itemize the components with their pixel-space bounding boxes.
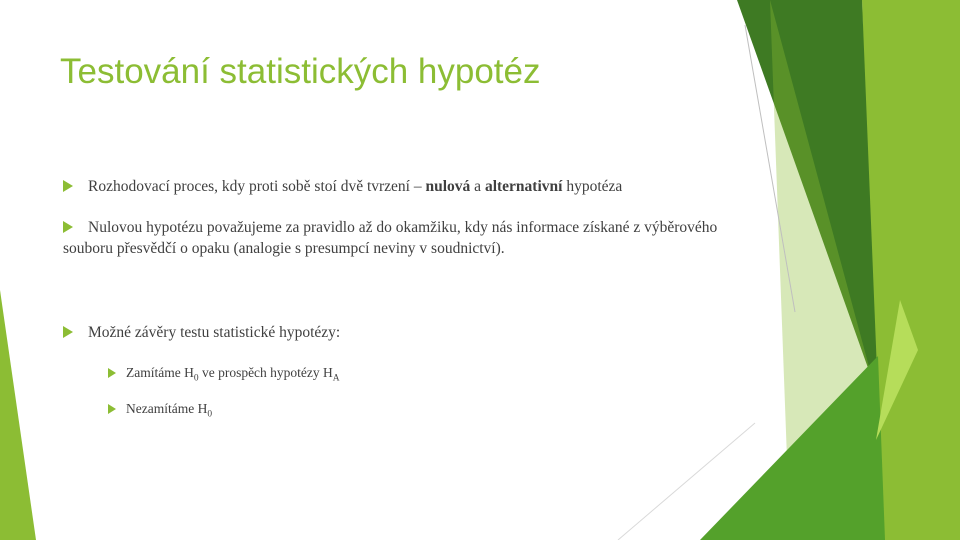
bold-alternative: alternativní [484,178,563,195]
bullet-possible-conclusions [63,322,728,343]
bullet-text: hypotéza [562,178,623,195]
sub-bullet-not-reject [108,398,773,425]
bullet-text: Nulovou hypotézu považujeme za pravidlo až do okamžiku, kdy nás informace získané z výběrového souboru přesvědčí o opaku (analogie s presumpcí neviny v soudnictví). [63,219,718,257]
bullet-arrow-icon [63,180,73,192]
bullet-arrow-icon [63,326,73,338]
sub-bullet-reject [108,362,773,389]
bullet-null-hypothesis [63,217,728,259]
bullet-text: a [470,178,485,195]
bullet-text: Nezamítáme H [126,401,208,416]
left-green-wedge [0,290,36,540]
bullet-text: Možné závěry testu statistické hypotézy: [88,324,341,341]
bullet-text: ve prospěch hypotézy H [198,365,333,380]
bullet-decision-process [63,176,728,197]
subscript: A [332,373,340,384]
bullet-text: Zamítáme H [126,365,194,380]
bold-null: nulová [425,178,471,195]
subscript: 0 [193,373,199,384]
bullet-arrow-icon [108,368,116,378]
page-title: Testování statistických hypotéz [60,52,541,91]
bullet-text: Rozhodovací proces, kdy proti sobě stoí dvě tvrzení – [88,178,426,195]
subscript: 0 [207,409,213,420]
bullet-arrow-icon [108,404,116,414]
bullet-arrow-icon [63,221,73,233]
